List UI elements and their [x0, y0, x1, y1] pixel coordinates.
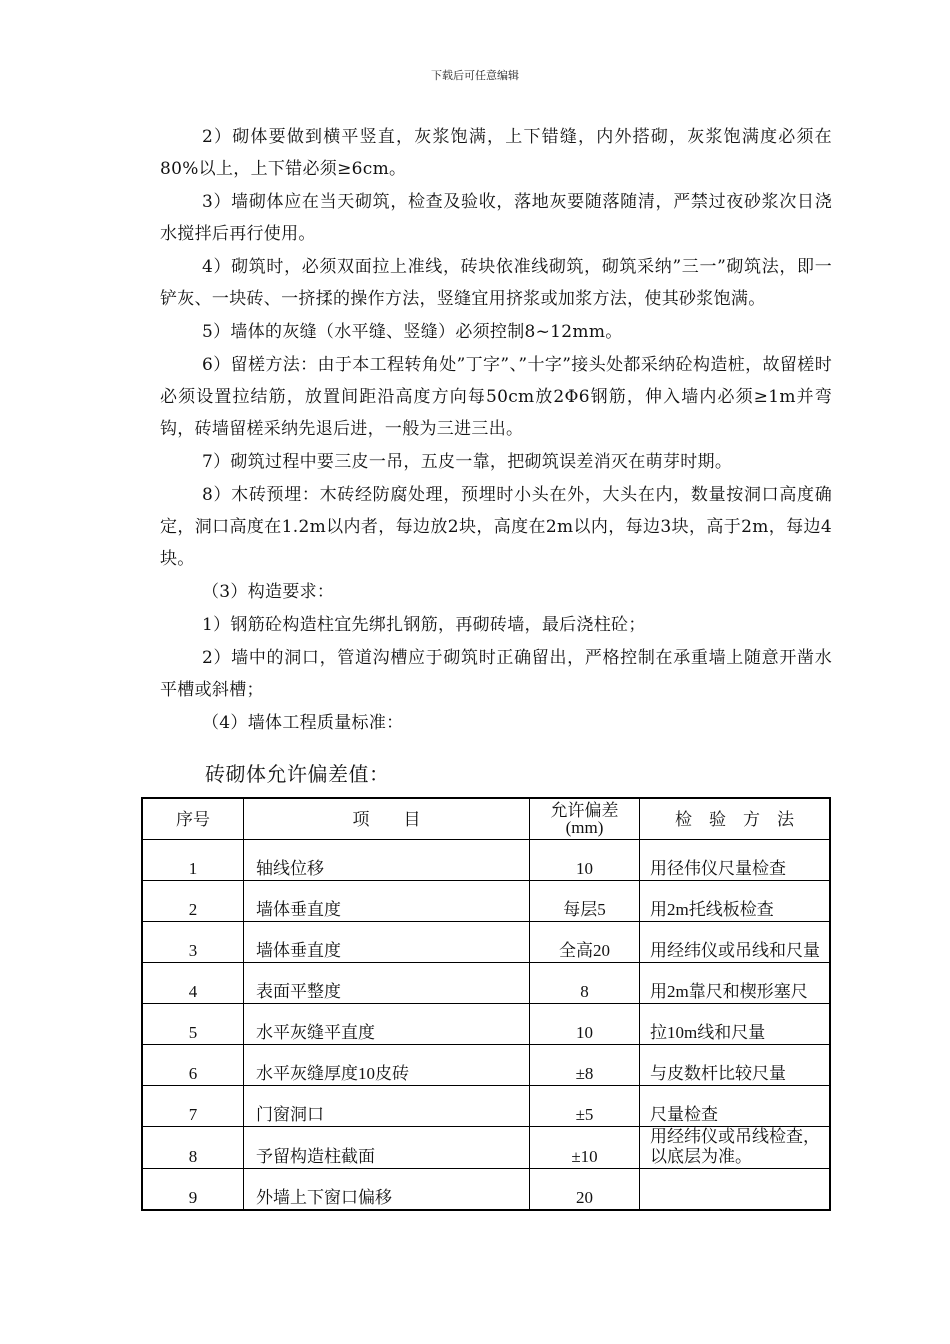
cell-method: 尺量检查: [640, 1086, 831, 1127]
table-caption: 砖砌体允许偏差值：: [205, 762, 390, 786]
table-row: [142, 1004, 830, 1045]
table-row: [142, 1045, 830, 1086]
cell-no: 6: [142, 1045, 244, 1086]
paragraph: 3）墙砌体应在当天砌筑，检查及验收，落地灰要随落随清，严禁过夜砂浆次日浇水搅拌后再行使用。: [160, 192, 832, 244]
cell-method: 用径伟仪尺量检查: [640, 840, 831, 881]
paragraph: 6）留槎方法：由于本工程转角处”丁字”、”十字”接头处都采纳砼构造桩，故留槎时必须设置拉结筋，放置间距沿高度方向每50cm放2Φ6钢筋，伸入墙内必须≥1m并弯钩，砖墙留槎采纳先退后进，一般为三进三出。: [160, 355, 832, 439]
cell-method: 用2m托线板检查: [640, 881, 831, 922]
document-body: [160, 121, 832, 740]
cell-method: 拉10m线和尺量: [640, 1004, 831, 1045]
cell-tolerance: 10: [530, 840, 640, 881]
table-row: [142, 881, 830, 922]
cell-tolerance: ±5: [530, 1086, 640, 1127]
cell-item: 门窗洞口: [244, 1086, 530, 1127]
tolerance-table: [141, 797, 831, 1211]
table-header-row: [142, 798, 830, 840]
cell-no: 4: [142, 963, 244, 1004]
table-row: [142, 922, 830, 963]
cell-no: 9: [142, 1169, 244, 1211]
cell-item: 墙体垂直度: [244, 922, 530, 963]
cell-method: 用经纬仪或吊线和尺量: [640, 922, 831, 963]
cell-item: 轴线位移: [244, 840, 530, 881]
paragraph: 1）钢筋砼构造柱宜先绑扎钢筋，再砌砖墙，最后浇柱砼；: [202, 615, 646, 635]
cell-item: 水平灰缝平直度: [244, 1004, 530, 1045]
table-row: [142, 840, 830, 881]
cell-item: 表面平整度: [244, 963, 530, 1004]
header-method: 检 验 方 法: [640, 798, 831, 840]
cell-no: 7: [142, 1086, 244, 1127]
cell-tolerance: 10: [530, 1004, 640, 1045]
paragraph: 2）砌体要做到横平竖直，灰浆饱满，上下错缝，内外搭砌，灰浆饱满度必须在80%以上，上下错必须≥6cm。: [160, 127, 832, 179]
section-heading: （4）墙体工程质量标准：: [202, 713, 404, 733]
cell-no: 5: [142, 1004, 244, 1045]
cell-tolerance: ±10: [530, 1127, 640, 1169]
page-header: 下载后可任意编辑: [431, 69, 519, 82]
header-no: 序号: [142, 798, 244, 840]
cell-method: 用2m靠尺和楔形塞尺: [640, 963, 831, 1004]
section-heading: （3）构造要求：: [202, 582, 335, 602]
paragraph: 8）木砖预埋：木砖经防腐处理，预埋时小头在外，大头在内，数量按洞口高度确定，洞口高度在1.2m以内者，每边放2块，高度在2m以内，每边3块，高于2m，每边4块。: [160, 485, 832, 569]
table-row: [142, 1086, 830, 1127]
header-tolerance: 允许偏差(mm): [530, 798, 640, 840]
cell-method: 用经纬仪或吊线检查，以底层为准。: [640, 1127, 831, 1169]
cell-tolerance: 每层5: [530, 881, 640, 922]
header-item: 项 目: [244, 798, 530, 840]
cell-item: 墙体垂直度: [244, 881, 530, 922]
paragraph: 7）砌筑过程中要三皮一吊，五皮一靠，把砌筑误差消灭在萌芽时期。: [202, 452, 733, 472]
table-row: [142, 963, 830, 1004]
cell-no: 3: [142, 922, 244, 963]
table-row: [142, 1169, 830, 1211]
table-row: [142, 1127, 830, 1169]
cell-item: 予留构造柱截面: [244, 1127, 530, 1169]
cell-no: 8: [142, 1127, 244, 1169]
paragraph: 2）墙中的洞口，管道沟槽应于砌筑时正确留出，严格控制在承重墙上随意开凿水平槽或斜槽；: [160, 648, 832, 700]
cell-no: 1: [142, 840, 244, 881]
paragraph: 4）砌筑时，必须双面拉上准线，砖块依准线砌筑，砌筑采纳”三一”砌筑法，即一铲灰、一块砖、一挤揉的操作方法，竖缝宜用挤浆或加浆方法，使其砂浆饱满。: [160, 257, 832, 309]
paragraph: 5）墙体的灰缝（水平缝、竖缝）必须控制8~12mm。: [202, 322, 623, 342]
cell-item: 水平灰缝厚度10皮砖: [244, 1045, 530, 1086]
cell-tolerance: 20: [530, 1169, 640, 1211]
cell-method: [640, 1169, 831, 1211]
cell-tolerance: ±8: [530, 1045, 640, 1086]
cell-tolerance: 8: [530, 963, 640, 1004]
cell-item: 外墙上下窗口偏移: [244, 1169, 530, 1211]
cell-method: 与皮数杆比较尺量: [640, 1045, 831, 1086]
cell-no: 2: [142, 881, 244, 922]
cell-tolerance: 全高20: [530, 922, 640, 963]
